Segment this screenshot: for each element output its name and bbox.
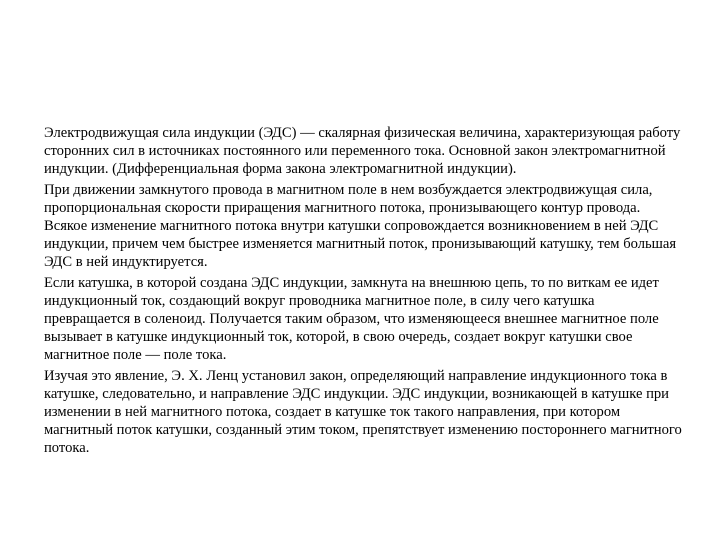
paragraph-lenz-law: Изучая это явление, Э. Х. Ленц установил закон, определяющий направление индукционного тока в катушке, следовательно, и направление ЭДС индукции. ЭДС индукции, возникающей в катушке при изменении в ней магнитного потока, создает в катушке ток такого направления, при котором магнитный поток катушки, созданный этим током, препятствует изменению постороннего магнитного потока. xyxy=(44,368,682,456)
paragraph-moving-conductor: При движении замкнутого провода в магнитном поле в нем возбуждается электродвижущая сила, пропорциональная скорости приращения магнитного потока, пронизывающего контур провода. Всякое изменение магнитного потока внутри катушки сопровождается возникновением в ней ЭДС индукции, причем чем быстрее изменяется магнитный поток, пронизывающий катушку, тем большая ЭДС в ней индуктируется. xyxy=(44,182,677,270)
paragraph-induced-current: Если катушка, в которой создана ЭДС индукции, замкнута на внешнюю цепь, то по виткам ее идет индукционный ток, создающий вокруг проводника магнитное поле, в силу чего катушка превращается в соленоид. Получается таким образом, что изменяющееся внешнее магнитное поле вызывает в катушке индукционный ток, которой, в свою очередь, создает вокруг катушки свое магнитное поле — поле тока. xyxy=(44,275,659,363)
paragraph-emf-definition: Электродвижущая сила индукции (ЭДС) — скалярная физическая величина, характеризующая работу сторонних сил в источниках постоянного или переменного тока. Основной закон электромагнитной индукции. (Дифференциальная форма закона электромагнитной индукции). xyxy=(44,125,681,177)
slide-text-body xyxy=(44,124,684,460)
